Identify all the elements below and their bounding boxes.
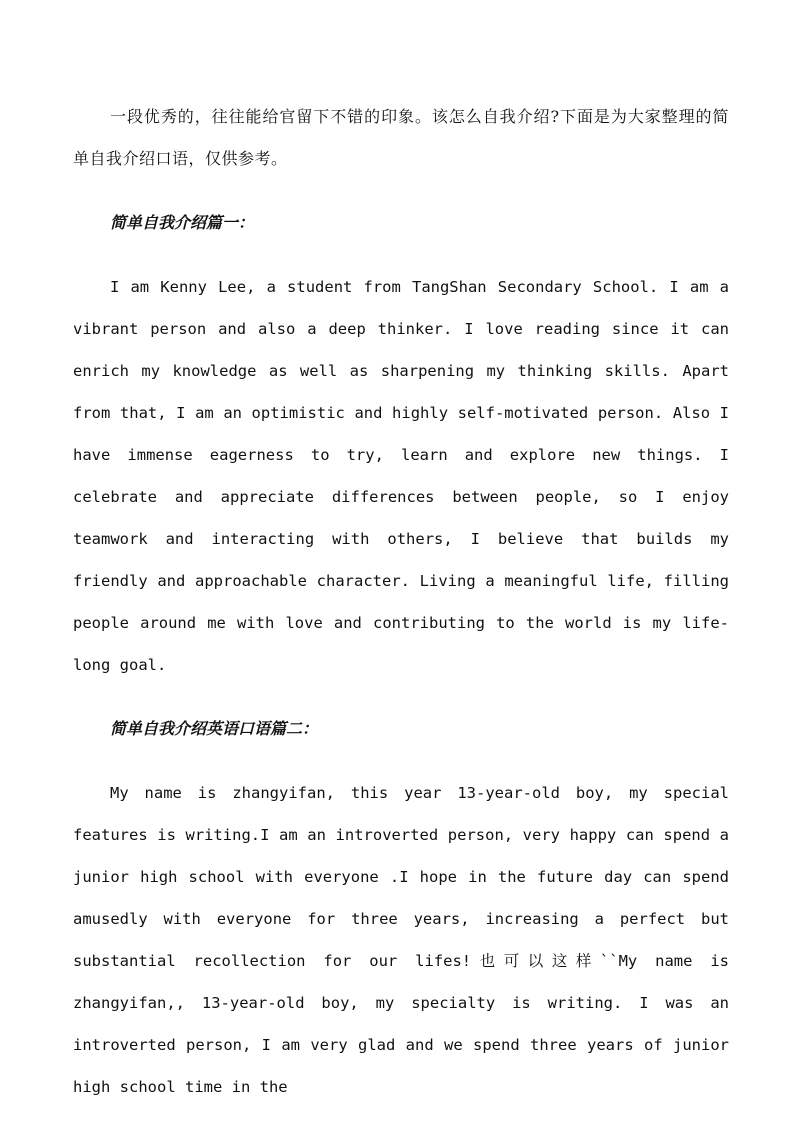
section-body-1: I am Kenny Lee, a student from TangShan Secondary School. I am a vibrant person and also a deep thinker. I love reading since it can enrich my knowledge as well as sharpening my thinking skills. Apart from that, I am an optimistic and highly self-motivated person. Also I have immense eagerness to try, learn and explore new things. I celebrate and appreciate differences between people, so I enjoy teamwork and interacting with others, I believe that builds my friendly and approachable character. Living a meaningful life, filling people around me with love and contributing to the world is my life-long goal. bbox=[73, 278, 729, 674]
intro-paragraph: 一段优秀的，往往能给官留下不错的印象。该怎么自我介绍?下面是为大家整理的简单自我介绍口语，仅供参考。 bbox=[73, 107, 729, 168]
document-content bbox=[73, 96, 729, 1108]
section-body-2: My name is zhangyifan, this year 13-year-old boy, my special features is writing.I am an introverted person, very happy can spend a junior high school with everyone .I hope in the future day can spend amusedly with everyone for three years, increasing a perfect but substantial recollection for our lifes!也可以这样``My name is zhangyifan,, 13-year-old boy, my specialty is writing. I was an introverted person, I am very glad and we spend three years of junior high school time in the bbox=[73, 784, 729, 1096]
section-heading-1: 简单自我介绍篇一： bbox=[110, 213, 255, 232]
section-heading-2: 简单自我介绍英语口语篇二： bbox=[110, 719, 319, 738]
